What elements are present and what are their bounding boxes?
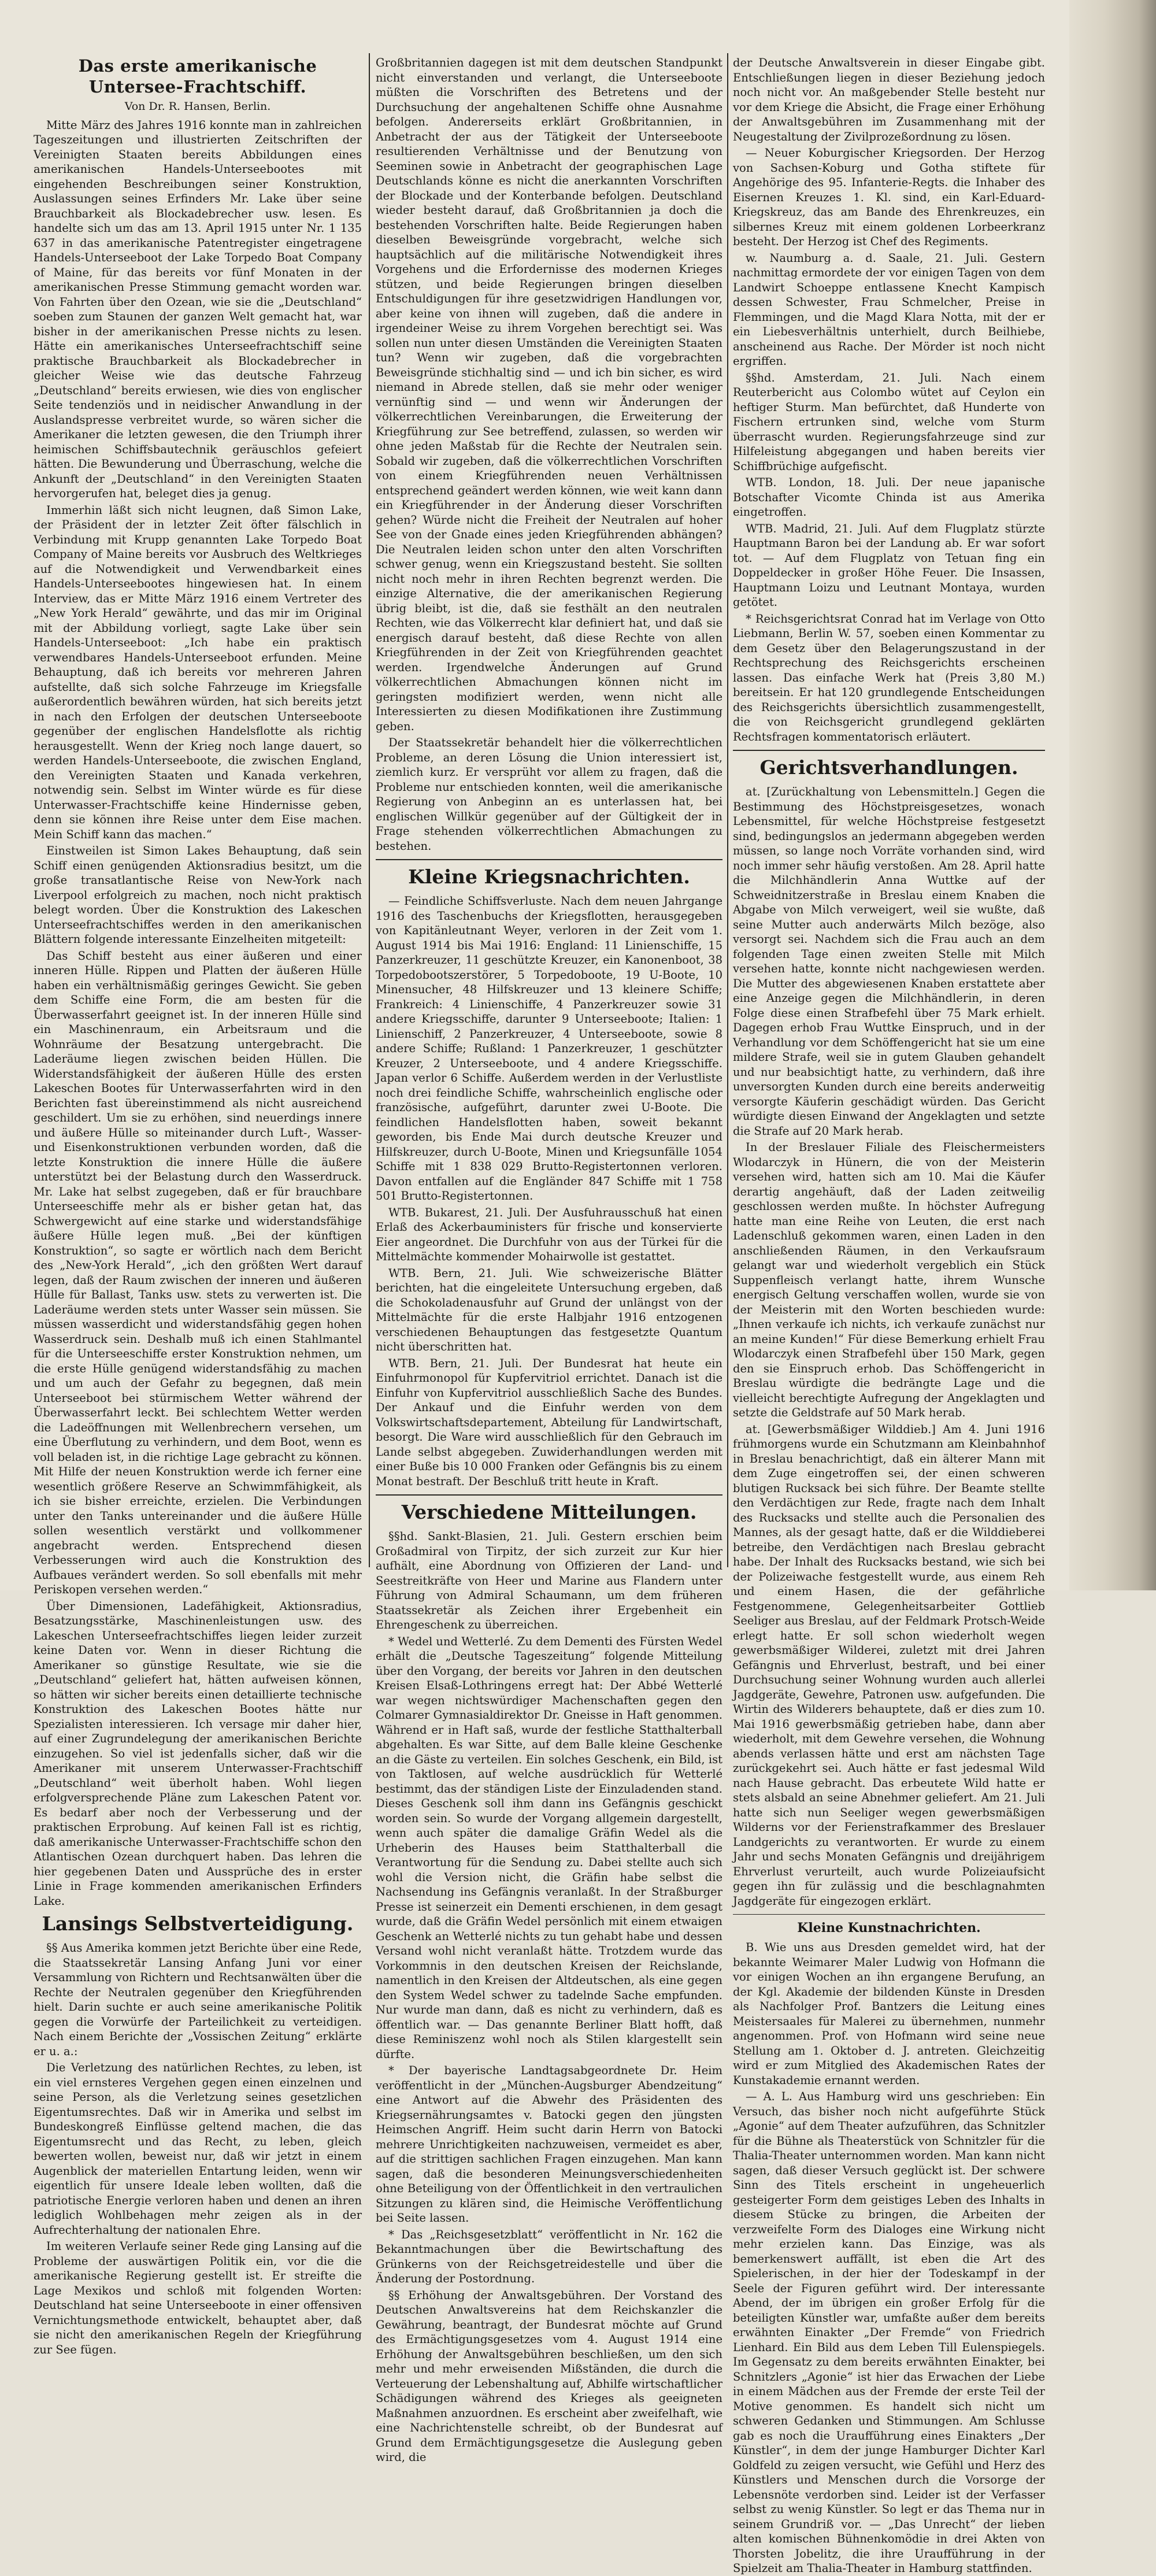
paragraph: §§hd. Amsterdam, 21. Juli. Nach einem Reuterbericht aus Colombo wütet auf Ceylon ein heftiger Sturm. Man befürchtet, daß Hunderte von Fischern ertrunken sind, welche vom Sturm überrascht wurden. Regierungsfahrzeuge sind zur Hilfeleistung abgegangen und haben bereits vier Schiffbrüchige aufgefischt. [733,371,1045,473]
paragraph: Das Schiff besteht aus einer äußeren und einer inneren Hülle. Rippen und Platten der äußeren Hülle haben ein verhältnismäßig geringes Gewicht. Sie geben dem Schiffe eine Form, die am besten für die Überwasserfahrt geeignet ist. In der inneren Hülle sind ein Maschinenraum, ein Arbeitsraum und die Wohnräume der Besatzung untergebracht. Die Laderäume liegen zwischen beiden Hüllen. Die Widerstandsfähigkeit der äußeren Hülle des ersten Lakeschen Bootes für Unterwasserfahrten wird in den Berichten fast übereinstimmend als nicht ausreichend geschildert. Um sie zu erhöhen, sind neuerdings innere und äußere Hülle so miteinander durch Luft-, Wasser- und Eisenkonstruktionen verbunden worden, daß die letzte Konstruktion die innere Hülle die äußere unterstützt bei der Belastung durch den Wasserdruck. Mr. Lake hat selbst zugegeben, daß er für brauchbare Unterseeschiffe mehr als er bisher getan hat, das Schwergewicht auf eine starke und widerstandsfähige äußere Hülle legen muß. „Bei der künftigen Konstruktion“, so sagte er wörtlich nach dem Bericht des „New-York Herald“, „ich den größten Wert darauf legen, daß der Raum zwischen der inneren und äußeren Hülle für Ballast, Tanks usw. stets zu verwerten ist. Die Laderäume werden stets unter Wasser sein müssen. Sie müssen wasserdicht und widerstandsfähig gegen hohen Wasserdruck sein. Deshalb muß ich einen Stahlmantel für die Unterseeschiffe erster Konstruktion nehmen, um die erste Hülle genügend widerstandsfähig zu machen und um auch der Gefahr zu begegnen, daß mein Unterseeboot bei stürmischem Wetter während der Überwasserfahrt leckt. Bei schlechtem Wetter werden die Ladeöffnungen mit Wellenbrechern versehen, um eine Überflutung zu verhindern, und dem Boot, wenn es voll beladen ist, in die richtige Lage gebracht zu können. Mit Hilfe der neuen Konstruktion werde ich ferner eine wesentlich größere Reserve an Schwimmfähigkeit, als ich sie bisher erreichte, erzielen. Die Verbindungen unter den Tanks untereinander und die äußere Hülle sollen wesentlich verstärkt und vollkommener angebracht werden. Entsprechend diesen Verbesserungen wird auch die Konstruktion des Aufbaues verändert werden. So soll ebenfalls mit mehr Periskopen versehen werden.“ [34,949,362,1596]
article-byline: Von Dr. R. Hansen, Berlin. [124,100,271,113]
paragraph: — Neuer Koburgischer Kriegsorden. Der Herzog von Sachsen-Koburg und Gotha stiftete für Angehörige des 95. Infanterie-Regts. die Inhaber des Eisernen Kreuzes 1. Kl. sind, ein Karl-Eduard-Kriegskreuz, das am Bande des Ehrenkreuzes, ein silbernes Kreuz mit einem goldenen Lorbeerkranz besteht. Der Herzog ist Chef des Regiments. [733,146,1045,248]
paragraph: Mitte März des Jahres 1916 konnte man in zahlreichen Tageszeitungen und illustrierten Zeitschriften der Vereinigten Staaten bereits Abbildungen eines amerikanischen Handels-Unterseebootes mit eingehenden Beschreibungen seiner Konstruktion, Auslassungen seines Erfinders Mr. Lake über seine Brauchbarkeit als Blockadebrecher usw. lesen. Es handelte sich um das am 13. April 1915 unter Nr. 1 135 637 in das amerikanische Patentregister eingetragene Handels-Unterseeboot der Lake Torpedo Boat Company of Maine, für das bereits vor fünf Monaten in der amerikanischen Presse Stimmung gemacht worden war. Von Fahrten über den Ozean, wie sie die „Deutschland“ soeben zum Staunen der ganzen Welt gemacht hat, war bisher in der amerikanischen Presse nichts zu lesen. Hätte ein amerikanisches Unterseefrachtschiff seine praktische Brauchbarkeit als Blockadebrecher in gleicher Weise wie das deutsche Fahrzeug „Deutschland“ bereits erwiesen, wie dies von englischer Seite tendenziös und in neidischer Anwandlung in der Auslandspresse verbreitet wurde, so wären sicher die Amerikaner die letzten gewesen, die den Triumph ihrer heimischen Schiffsbautechnik geräuschlos gefeiert hätten. Die Bewunderung und Überraschung, welche die Ankunft der „Deutschland“ in den Vereinigten Staaten hervorgerufen hat, beleget dies ja genug. [34,118,362,500]
paragraph: Immerhin läßt sich nicht leugnen, daß Simon Lake, der Präsident der in letzter Zeit öfter fälschlich in Verbindung mit Krupp genannten Lake Torpedo Boat Company of Maine bereits vor Ausbruch des Weltkrieges auf die Notwendigkeit und Verwendbarkeit eines Handels-Unterseebootes hingewiesen hat. In einem Interview, das er Mitte März 1916 einem Vertreter des „New York Herald“ gewährte, und das mir im Original mit der Abbildung vorliegt, sagte Lake über sein Handels-Unterseeboot: „Ich habe ein praktisch verwendbares Handels-Unterseeboot erfunden. Meine Behauptung, daß ich bereits vor mehreren Jahren aufstellte, daß sich solche Fahrzeuge im Kriegsfalle außerordentlich bewähren würden, hat sich bereits jetzt in nach den Erfolgen der deutschen Unterseeboote gegenüber der englischen Handelsflotte als richtig herausgestellt. Wenn der Krieg noch lange dauert, so werden Handels-Unterseeboote, die zwischen England, den Vereinigten Staaten und Kanada verkehren, notwendig sein. Selbst im Winter würde es für diese Unterwasser-Frachtschiffe keine Hindernisse geben, denn sie können ihre Reise unter dem Eise machen. Mein Schiff kann das machen.“ [34,503,362,841]
section-title-kleine-kriegsnachrichten: Kleine Kriegsnachrichten. [408,865,690,888]
paragraph: WTB. Bern, 21. Juli. Der Bundesrat hat heute ein Einfuhrmonopol für Kupfervitriol errichtet. Danach ist die Einfuhr von Kupfervitriol ausschließlich Sache des Bundes. Der Ankauf und die Einfuhr werden von dem Volkswirtschaftsdepartement, Abteilung für Landwirtschaft, besorgt. Die Ware wird ausschließlich für den Gebrauch im Lande selbst abgegeben. Zuwiderhandlungen werden mit einer Buße bis 10 000 Franken oder Gefängnis bis zu einem Monat bestraft. Der Beschluß tritt heute in Kraft. [376,1356,722,1488]
paragraph: Die Verletzung des natürlichen Rechtes, zu leben, ist ein viel ernsteres Vergehen gegen einen einzelnen und seine Person, als die Verletzung seines gesetzlichen Eigentumsrechtes. Daß wir in Amerika und selbst im Bundeskongreß Einflüsse geltend machen, die das Eigentumsrecht und das Recht, zu leben, gleich bewerten wollen, beweist nur, daß wir jetzt in einem Augenblick der materiellen Entartung leiden, wenn wir eigentlich für unsere Ideale leben wollten, daß die patriotische Energie verloren haben und denen an ihren lediglich Wohlbehagen mehr zeigen als in der Aufrechterhaltung der nationalen Ehre. [34,2061,362,2237]
page-edge-shadow [1069,0,1156,1590]
column-left [34,55,362,2356]
section-rule [733,750,1045,751]
paragraph: at. [Zurückhaltung von Lebensmitteln.] Gegen die Bestimmung des Höchstpreisgesetzes, wonach Lebensmittel, für welche Höchstpreise festgesetzt sind, bedingungslos an jedermann abgegeben werden müssen, so lange noch Vorräte vorhanden sind, wird noch immer sehr häufig verstoßen. Am 28. April hatte die Milchhändlerin Anna Wuttke auf der Schweidnitzerstraße in Breslau einem Knaben die Abgabe von Milch verweigert, weil sie wußte, daß seine Mutter auch anderwärts Milch bezöge, also versorgt sei. Nachdem sich die Frau auch an dem folgenden Tage einen zweiten Stelle mit Milch versehen hatte, konnte nicht nachgewiesen werden. Die Mutter des abgewiesenen Knaben erstattete aber eine Anzeige gegen die Milchhändlerin, in deren Folge diese einen Strafbefehl über 75 Mark erhielt. Dagegen erhob Frau Wuttke Einspruch, und in der Verhandlung vor dem Schöffengericht hat sie um eine mildere Strafe, weil sie in gutem Glauben gehandelt und nur beabsichtigt hatte, zu verhindern, daß ihre unversorgten Kunden durch eine bereits anderweitig versorgte Käuferin geschädigt würden. Das Gericht würdigte diesen Einwand der Angeklagten und setzte die Strafe auf 20 Mark herab. [733,785,1045,1138]
section-rule [733,1914,1045,1915]
section-rule [376,859,722,860]
paragraph: §§hd. Sankt-Blasien, 21. Juli. Gestern erschien beim Großadmiral von Tirpitz, der sich zurzeit zur Kur hier aufhält, eine Abordnung von Offizieren der Land- und Seestreitkräfte von Heer und Marine aus Flandern unter Führung von Admiral Schaumann, um dem früheren Staatssekretär als Zeichen ihrer Ergebenheit ein Ehrengeschenk zu überreichen. [376,1530,722,1631]
paragraph: Über Dimensionen, Ladefähigkeit, Aktionsradius, Besatzungsstärke, Maschinenleistungen usw. des Lakeschen Unterseefrachtschiffes liegen leider zurzeit keine Daten vor. Wenn in dieser Richtung die Amerikaner so günstige Resultate, wie sie die „Deutschland“ geliefert hat, hätten aufweisen können, so hätten wir sicher bereits einen detaillierte technische Konstruktion des Lakeschen Bootes hätte nur Spezialisten interessieren. Ich versage mir daher hier, auf einer Zugrundelegung der amerikanischen Berichte einzugehen. So viel ist jedenfalls sicher, daß wir die Amerikaner mit unserem Unterwasser-Frachtschiff „Deutschland“ weit überholt haben. Wohl liegen erfolgversprechende Pläne zum Lakeschen Patent vor. Es bedarf aber noch der Verbesserung und der praktischen Erprobung. Auf keinen Fall ist es richtig, daß amerikanische Unterwasser-Frachtschiffe schon den Atlantischen Ozean durchquert haben. Das lehren die hier gegebenen Daten und Aussprüche des in erster Linie in Frage kommenden amerikanischen Erfinders Lake. [34,1599,362,1908]
paragraph: — A. L. Aus Hamburg wird uns geschrieben: Ein Versuch, das bisher noch nicht aufgeführte Stück „Agonie“ auf dem Theater aufzuführen, das Schnitzler für die Bühne als Theaterstück von Schnitzler für die Thalia-Theater unternommen worden. Man kann nicht sagen, daß dieser Versuch geglückt ist. Der schwere Sinn des Titels erscheint in ungeheuerlich gesteigerter Form dem geistiges Leben des Inhalts in diesem Stücke zu bringen, die Arbeiten der verzweifelte Form des Dialoges eine Wirkung nicht mehr erzielen kann. Das Einzige, was als bemerkenswert auffällt, ist eben die Art des Spielerischen, in der hier der Todeskampf in der Seele der Figuren geführt wird. Der interessante Abend, der im übrigen ein großer Erfolg für die beteiligten Künstler war, umfaßte außer dem bereits erwähnten Einakter „Der Fremde“ von Friedrich Lienhard. Ein Bild aus dem Leben Till Eulenspiegels. Im Gegensatz zu dem bereits erwähnten Einakter, bei Schnitzlers „Agonie“ ist hier das Erwachen der Liebe in einem Mädchen aus der Fremde der erste Teil der Motive genommen. Es handelt sich nicht um schweren Gedanken und Stimmungen. Am Schlusse gab es noch die Uraufführung eines Einakters „Der Künstler“, in dem der junge Hamburger Dichter Karl Goldfeld zu zeigen versucht, wie Gefühl und Herz des Künstlers und Menschen durch die Vorsorge der Lebensnöte verdorben sind. Leider ist der Verfasser selbst zu wenig Künstler. So legt er das Thema nur in seinem Grundriß vor. — „Das Unrecht“ der lieben alten komischen Bühnenkomödie in drei Akten von Thorsten Jobelitz, die ihre Uraufführung in der Spielzeit am Thalia-Theater in Hamburg stattfinden. [733,2090,1045,2575]
section-title-kleine-kunstnachrichten: Kleine Kunstnachrichten. [797,1920,981,1935]
paragraph: §§ Aus Amerika kommen jetzt Berichte über eine Rede, die Staatssekretär Lansing Anfang Juni vor einer Versammlung von Richtern und Rechtsanwälten über die Rechte der Neutralen gegenüber den Kriegführenden hielt. Darin suchte er auch seine amerikanische Politik gegen die Vorwürfe der Parteilichkeit zu verteidigen. Nach einem Berichte der „Vossischen Zeitung“ erklärte er u. a.: [34,1941,362,2058]
paragraph: w. Naumburg a. d. Saale, 21. Juli. Gestern nachmittag ermordete der vor einigen Tagen von dem Landwirt Schoeppe entlassene Knecht Kampisch dessen Schwester, Frau Schmelcher, Preise in Flemmingen, und die Magd Klara Notta, mit der er ein Liebesverhältnis unterhielt, durch Beilhiebe, anscheinend aus Rache. Der Mörder ist noch nicht ergriffen. [733,251,1045,368]
paragraph: * Reichsgerichtsrat Conrad hat im Verlage von Otto Liebmann, Berlin W. 57, soeben einen Kommentar zu dem Gesetz über den Belagerungszustand in der Rechtsprechung des Reichsgerichts erscheinen lassen. Das einfache Werk hat (Preis 3,80 M.) bereitsein. Er hat 120 grundlegende Entscheidungen des Reichsgerichts übersichtlich zusammengestellt, die von Reichsgericht grundlegend geklärten Rechtsfragen kommentatorisch erläutert. [733,612,1045,743]
paragraph: §§ Erhöhung der Anwaltsgebühren. Der Vorstand des Deutschen Anwaltsvereins hat dem Reichskanzler die Gewährung, beantragt, der Bundesrat möchte auf Grund des Ermächtigungsgesetzes vom 4. August 1914 eine Erhöhung der Anwaltsgebühren beschließen, um den sich mehr und mehr erweisenden Mißständen, die durch die Verteuerung der Lebenshaltung auf, Abhilfe wirtschaftlicher Schädigungen während des Krieges als geeigneten Maßnahmen anzuordnen. Es erscheint aber zweifelhaft, wie eine Nachrichtenstelle schreibt, ob der Bundesrat auf Grund dem Ermächtigungsgesetze die Auslegung geben wird, die [376,2288,722,2464]
column-right [733,55,1045,2575]
paragraph: Großbritannien dagegen ist mit dem deutschen Standpunkt nicht einverstanden und verlangt, die Unterseeboote müßten die Vorschriften des Betretens und der Durchsuchung der angehaltenen Schiffe ohne Ausnahme befolgen. Andererseits erklärt Großbritannien, in Anbetracht der aus der Tätigkeit der Unterseeboote resultierenden Verhältnisse und der Benutzung von Seeminen sowie in Anbetracht der geographischen Lage Deutschlands könne es nicht die anerkannten Vorschriften der Blockade und der Konterbande befolgen. Deutschland wieder besteht darauf, daß Großbritannien ja doch die bestehenden Vorschriften halte. Beide Regierungen haben dieselben Beweisgründe vorgebracht, welche sich hauptsächlich auf die militärische Notwendigkeit ihres Vorgehens und die Erfordernisse des modernen Krieges stützen, und beide Regierungen bringen dieselben Entschuldigungen für ihre gesetzwidrigen Handlungen vor, aber keine von ihnen will zugeben, daß die andere in irgendeiner Weise zu ihrem Vorgehen berechtigt sei. Was sollen nun unter diesen Umständen die Vereinigten Staaten tun? Wenn wir zugeben, daß die vorgebrachten Beweisgründe stichhaltig sind — und ich bin sicher, es wird niemand in Abrede stellen, daß sie mehr oder weniger vernünftig sind — und wenn wir Änderungen der völkerrechtlichen Vereinbarungen, die Erweiterung der Kriegführung zur See betreffend, zulassen, so werden wir ohne jeden Maßstab für die Rechte der Neutralen sein. Sobald wir zugeben, daß die völkerrechtlichen Vorschriften von einem Kriegführenden neuen Verhältnissen entsprechend geändert werden können, wie weit kann dann ein Kriegführender in der Änderung dieser Vorschriften gehen? Würde nicht die Freiheit der Neutralen auf hoher See von der Gnade eines jeden Kriegführenden abhängen? Die Neutralen leiden schon unter den alten Vorschriften schwer genug, wenn ein Kriegszustand besteht. Sie sollten nicht noch mehr in ihren Rechten begrenzt werden. Die einzige Alternative, die der amerikanischen Regierung übrig bleibt, ist die, daß sie festhält an den neutralen Rechten, wie das Völkerrecht klar definiert hat, und daß sie energisch darauf besteht, daß diese Rechte von allen Kriegführenden in der Zeit von Kriegführenden geachtet werden. Irgendwelche Änderungen auf Grund völkerrechtlichen Abmachungen können nicht im geringsten modifiziert werden, wenn nicht alle Interessierten zu diesen Modifikationen ihre Zustimmung geben. [376,56,722,733]
paragraph: WTB. London, 18. Juli. Der neue japanische Botschafter Vicomte Chinda ist aus Amerika eingetroffen. [733,476,1045,519]
paragraph: * Wedel und Wetterlé. Zu dem Dementi des Fürsten Wedel erhält die „Deutsche Tageszeitung“ folgende Mitteilung über den Vorgang, der bereits vor Jahren in den deutschen Kreisen Elsaß-Lothringens erregt hat: Der Abbé Wetterlé war wegen nichtswürdiger Machenschaften gegen den Colmarer Gymnasialdirektor Dr. Gneisse in Haft genommen. Während er in Haft saß, wurde der festliche Statthalterball abgehalten. Es war Sitte, auf dem Balle kleine Geschenke an die Gäste zu verteilen. Ein solches Geschenk, ein Bild, ist von Taktlosen, auf welche ausdrücklich für Wetterlé bestimmt, das der ständigen Liste der Einzuladenden stand. Dieses Geschenk soll ihm dann ins Gefängnis geschickt worden sein. So wurde der Vorgang allgemein dargestellt, wenn auch später die damalige Gräfin Wedel als die Urheberin des Hauses beim Statthalterball die Verantwortung für die Sendung zu. Dabei stellte auch sich wohl die Version nicht, die Gräfin habe selbst die Nachsendung ins Gefängnis veranlaßt. In der Straßburger Presse ist seinerzeit ein Dementi erschienen, in dem gesagt wurde, daß die Gräfin Wedel persönlich mit einem etwaigen Geschenk an Wetterlé nichts zu tun gehabt habe und dessen Versand wohl nicht veranlaßt hätte. Trotzdem wurde das Vorkommnis in den deutschen Kreisen der Reichslande, namentlich in den Kreisen der Altdeutschen, als eine gegen den System Wedel schwer zu tadelnde Sache empfunden. Nur wurde man dann, daß es nicht zu verhindern, daß es öffentlich war. — Das genannte Berliner Blatt hofft, daß diese Reminiszenz wohl noch als Stilen klargestellt sein dürfte. [376,1634,722,2061]
paragraph: B. Wie uns aus Dresden gemeldet wird, hat der bekannte Weimarer Maler Ludwig von Hofmann die vor einigen Wochen an ihn ergangene Berufung, an der Kgl. Akademie der bildenden Künste in Dresden als Nachfolger Prof. Bantzers die Leitung eines Meistersaales für Malerei zu übernehmen, nunmehr angenommen. Prof. von Hofmann wird seine neue Stellung am 1. Oktober d. J. antreten. Gleichzeitig wird er zum Mitglied des Akademischen Rates der Kunstakademie ernannt werden. [733,1941,1045,2087]
paragraph: Im weiteren Verlaufe seiner Rede ging Lansing auf die Probleme der auswärtigen Politik ein, vor die die amerikanische Regierung gestellt ist. Er streifte die Lage Mexikos und schloß mit folgenden Worten: Deutschland hat seine Unterseeboote in einer offensiven Vernichtungsmethode entwickelt, behauptet aber, daß sie nicht den amerikanischen Regeln der Kriegführung zur See fügen. [34,2240,362,2356]
section-title-verschiedene-mitteilungen: Verschiedene Mitteilungen. [401,1501,697,1523]
paragraph: * Der bayerische Landtagsabgeordnete Dr. Heim veröffentlicht in der „München-Augsburger Abendzeitung“ eine Antwort auf die Abwehr des Präsidenten des Kriegsernährungsamtes v. Batocki gegen den jüngsten Heimschen Angriff. Heim sucht darin Herrn von Batocki mehrere Unrichtigkeiten nachzuweisen, vermeidet es aber, auf die strittigen sachlichen Fragen einzugehen. Man kann sagen, daß die besonderen Meinungsverschiedenheiten ohne Beteiligung von der Öffentlichkeit in den vertraulichen Sitzungen zu klären sind, die Heimische Veröffentlichung bei Seite lassen. [376,2064,722,2225]
paragraph: der Deutsche Anwaltsverein in dieser Eingabe gibt. Entschließungen liegen in dieser Beziehung jedoch noch nicht vor. An maßgebender Stelle besteht nur vor dem Kriege die Absicht, die Frage einer Erhöhung der Anwaltsgebühren im Zusammenhang mit der Neugestaltung der Zivilprozeßordnung zu lösen. [733,56,1045,143]
paragraph: * Das „Reichsgesetzblatt“ veröffentlicht in Nr. 162 die Bekanntmachungen über die Bewirtschaftung des Grünkerns von der Reichsgetreidestelle und über die Änderung der Postordnung. [376,2227,722,2285]
section-rule [376,1494,722,1496]
paragraph: Der Staatssekretär behandelt hier die völkerrechtlichen Probleme, an deren Lösung die Union interessiert ist, ziemlich kurz. Er versprüht vor allem zu fragen, daß die Probleme nur entschieden konnten, weil die amerikanische Regierung von Anbeginn an es unterlassen hat, bei englischen Willkür gegenüber auf der Gültigkeit der in Frage stehenden völkerrechtlichen Abmachungen zu bestehen. [376,736,722,853]
paragraph: WTB. Madrid, 21. Juli. Auf dem Flugplatz stürzte Hauptmann Baron bei der Landung ab. Er war sofort tot. — Auf dem Flugplatz von Tetuan fing ein Doppeldecker in großer Höhe Feuer. Die Insassen, Hauptmann Loizu und Leutnant Montaya, wurden getötet. [733,521,1045,609]
paragraph: In der Breslauer Filiale des Fleischermeisters Wlodarczyk in Hünern, die von der Meisterin versehen wird, hatten sich am 10. Mai die Käufer derartig angehäuft, daß der Laden zeitweilig geschlossen werden mußte. In höchster Aufregung hatte man eine Reihe von Leuten, die erst nach Ladenschluß gekommen waren, einen Laden in den anschließenden Räumen, in den Verkaufsraum gelangt war und wiederholt vergeblich ein Stück Suppenfleisch verlangt hatte, ihrem Wunsche energisch Geltung verschaffen wollen, wurde sie von der Meisterin mit den Worten beschieden wurde: „Ihnen verkaufe ich nichts, ich verkaufe zunächst nur an meine Kunden!“ Für diese Bemerkung erhielt Frau Wlodarczyk einen Strafbefehl über 150 Mark, gegen den sie Einspruch erhob. Das Schöffengericht in Breslau würdigte die bedrängte Lage und die vielleicht berechtigte Aufregung der Angeklagten und setzte die Geldstrafe auf 50 Mark herab. [733,1141,1045,1419]
paragraph: Einstweilen ist Simon Lakes Behauptung, daß sein Schiff einen genügenden Aktionsradius besitzt, um die große transatlantische Reise von New-York nach Liverpool erfolgreich zu machen, noch nicht praktisch belegt worden. Über die Konstruktion des Lakeschen Unterseefrachtschiffes werden in den amerikanischen Blättern folgende interessante Einzelheiten mitgeteilt: [34,844,362,946]
article-title-lansing: Lansings Selbstverteidigung. [42,1912,354,1935]
paragraph: WTB. Bern, 21. Juli. Wie schweizerische Blätter berichten, hat die eingeleitete Untersuchung ergeben, daß die Schokoladenausfuhr auf Grund der unlängst von der Mittelmächte für die erste Halbjahr 1916 entzogenen verschiedenen Behauptungen das festgesetzte Quantum nicht überschritten hat. [376,1266,722,1353]
column-divider [369,53,370,1567]
column-middle [376,55,722,2464]
paragraph: WTB. Bukarest, 21. Juli. Der Ausfuhrausschuß hat einen Erlaß des Ackerbauministers für frische und konservierte Eier angeordnet. Die Durchfuhr von aus der Türkei für die Mittelmächte kommender Mohairwolle ist gestattet. [376,1205,722,1263]
article-title-untersee-frachtschiff: Das erste amerikanische Untersee-Frachtschiff. [78,56,317,97]
column-divider [727,53,728,1567]
section-title-gerichtsverhandlungen: Gerichtsverhandlungen. [759,756,1018,779]
paragraph: — Feindliche Schiffsverluste. Nach dem neuen Jahrgange 1916 des Taschenbuchs der Kriegsflotten, herausgegeben von Kapitänleutnant Weyer, verloren in der Zeit vom 1. August 1914 bis Mai 1916: England: 11 Linienschiffe, 15 Panzerkreuzer, 11 geschützte Kreuzer, ein Kanonenboot, 38 Torpedobootszerstörer, 5 Torpedoboote, 19 U-Boote, 10 Minensucher, 48 Hilfskreuzer und 13 kleinere Schiffe; Frankreich: 4 Linienschiffe, 4 Panzerkreuzer sowie 31 andere Kriegsschiffe, darunter 9 Unterseeboote; Italien: 1 Linienschiff, 2 Panzerkreuzer, 4 Unterseeboote, sowie 8 andere Schiffe; Rußland: 1 Panzerkreuzer, 1 geschützter Kreuzer, 2 Unterseeboote, und 4 andere Kriegsschiffe. Japan verlor 6 Schiffe. Außerdem werden in der Verlustliste noch drei feindliche Schiffe, wahrscheinlich englische oder französische, aufgeführt, darunter zwei U-Boote. Die feindlichen Handelsflotten haben, soweit bekannt geworden, bis Ende Mai durch deutsche Kreuzer und Hilfskreuzer, durch U-Boote, Minen und Kriegsunfälle 1054 Schiffe mit 1 838 029 Brutto-Registertonnen verloren. Davon entfallen auf die Engländer 847 Schiffe mit 1 758 501 Brutto-Registertonnen. [376,894,722,1202]
paragraph: at. [Gewerbsmäßiger Wilddieb.] Am 4. Juni 1916 frühmorgens wurde ein Schutzmann am Kleinbahnhof in Breslau benachrichtigt, daß ein älterer Mann mit dem Zuge eingetroffen sei, der einen schweren blutigen Rucksack bei sich führe. Der Beamte stellte den Verdächtigen zur Rede, fragte nach dem Inhalt des Rucksacks und stellte auch die Personalien des Mannes, als der gesagt hatte, daß er die Wilddieberei betreibe, den Verdächtigen nach Breslau gebracht habe. Der Inhalt des Rucksacks bestand, wie sich bei der Polizeiwache festgestellt wurde, aus einem Reh und einem Hasen, die der gefährliche Festgenommene, Gelegenheitsarbeiter Gottlieb Seeliger aus Breslau, auf der Feldmark Protsch-Weide erlegt hatte. Er soll schon wiederholt wegen gewerbsmäßiger Wilderei, zuletzt mit drei Jahren Gefängnis und Ehrverlust, bestraft, und bei einer Durchsuchung seiner Wohnung wurden auch allerlei Jagdgeräte, Gewehre, Patronen usw. aufgefunden. Die Wirtin des Wilderers behauptete, daß er dies zum 10. Mai 1916 gewerbsmäßig getrieben habe, dann aber wiederholt, mit dem Gewehre versehen, die Wohnung abends verlassen hätte und erst am nächsten Tage zurückgekehrt sei. Auch hätte er fast jedesmal Wild nach Hause gebracht. Das erbeutete Wild hatte er stets alsbald an seine Abnehmer geliefert. Am 21. Juli hatte sich nun Seeliger wegen gewerbsmäßigen Wilderns vor der Ferienstrafkammer des Breslauer Landgerichts zu verantworten. Er wurde zu einem Jahr und sechs Monaten Gefängnis und dreijährigem Ehrverlust verurteilt, auch wurde Polizeiaufsicht gegen ihn für zulässig und die beschlagnahmten Jagdgeräte für eingezogen erklärt. [733,1422,1045,1908]
